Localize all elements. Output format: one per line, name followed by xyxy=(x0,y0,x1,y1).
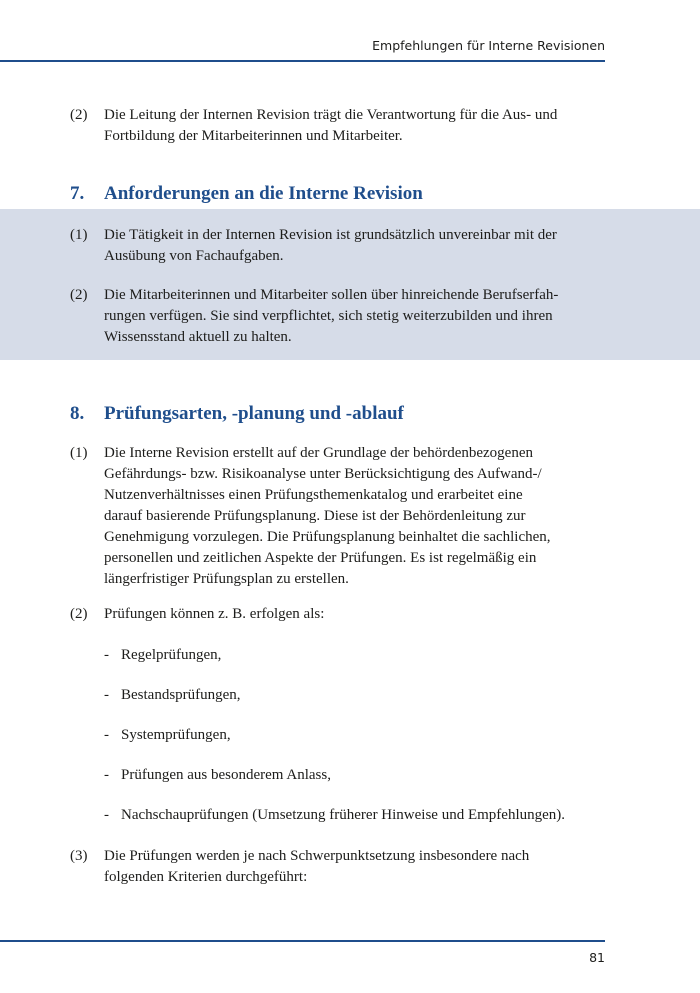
text-line: Nutzenverhältnisses einen Prüfungsthemenkatalog und erarbeitet eine xyxy=(104,487,523,503)
text-line: personellen und zeitlichen Aspekte der Prüfungen. Es ist regelmäßig ein xyxy=(104,550,537,566)
paragraph-number: (2) xyxy=(70,287,88,303)
section-title: Anforderungen an die Interne Revision xyxy=(104,183,423,204)
header-rule xyxy=(0,60,605,62)
paragraph-number: (1) xyxy=(70,445,88,461)
text-line: Die Prüfungen werden je nach Schwerpunktsetzung insbesondere nach xyxy=(104,848,530,864)
list-dash: - xyxy=(104,807,109,823)
text-line: Die Mitarbeiterinnen und Mitarbeiter sollen über hinreichende Berufserfah- xyxy=(104,287,559,303)
text-line: folgenden Kriterien durchgeführt: xyxy=(104,869,308,885)
text-line: Die Tätigkeit in der Internen Revision ist grundsätzlich unvereinbar mit der xyxy=(104,227,557,243)
paragraph-text xyxy=(104,285,609,348)
page-number: 81 xyxy=(589,950,605,965)
paragraph-number: (2) xyxy=(70,107,88,123)
text-line: Die Leitung der Internen Revision trägt die Verantwortung für die Aus- und xyxy=(104,107,558,123)
running-header: Empfehlungen für Interne Revisionen xyxy=(372,38,605,53)
text-line: Gefährdungs- bzw. Risikoanalyse unter Berücksichtigung des Aufwand-/ xyxy=(104,466,542,482)
list-item-text: Bestandsprüfungen, xyxy=(121,687,241,703)
section-number: 7. xyxy=(70,183,85,204)
list-dash: - xyxy=(104,727,109,743)
list-dash: - xyxy=(104,647,109,663)
section-title: Prüfungsarten, -planung und -ablauf xyxy=(104,403,404,424)
paragraph-number: (3) xyxy=(70,848,88,864)
text-line: Wissensstand aktuell zu halten. xyxy=(104,329,292,345)
text-line: Die Interne Revision erstellt auf der Grundlage der behördenbezogenen xyxy=(104,445,533,461)
paragraph-text xyxy=(104,604,609,625)
text-line: Prüfungen können z. B. erfolgen als: xyxy=(104,606,325,622)
text-line: längerfristiger Prüfungsplan zu erstellen. xyxy=(104,571,349,587)
text-line: Genehmigung vorzulegen. Die Prüfungsplanung beinhaltet die sachlichen, xyxy=(104,529,551,545)
section-number: 8. xyxy=(70,403,85,424)
paragraph-text xyxy=(104,443,609,590)
list-item-text: Regelprüfungen, xyxy=(121,647,222,663)
paragraph-number: (1) xyxy=(70,227,88,243)
paragraph-number: (2) xyxy=(70,606,88,622)
paragraph-text xyxy=(104,846,609,888)
paragraph-text xyxy=(104,225,609,267)
list-dash: - xyxy=(104,767,109,783)
list-dash: - xyxy=(104,687,109,703)
footer-rule xyxy=(0,940,605,942)
list-item-text: Systemprüfungen, xyxy=(121,727,231,743)
text-line: rungen verfügen. Sie sind verpflichtet, sich stetig weiterzubilden und ihren xyxy=(104,308,553,324)
text-line: darauf basierende Prüfungsplanung. Diese ist der Behördenleitung zur xyxy=(104,508,526,524)
text-line: Fortbildung der Mitarbeiterinnen und Mitarbeiter. xyxy=(104,128,403,144)
paragraph-text xyxy=(104,105,609,147)
list-item-text: Nachschauprüfungen (Umsetzung früherer Hinweise und Empfehlungen). xyxy=(121,807,566,823)
list-item-text: Prüfungen aus besonderem Anlass, xyxy=(121,767,331,783)
text-line: Ausübung von Fachaufgaben. xyxy=(104,248,284,264)
